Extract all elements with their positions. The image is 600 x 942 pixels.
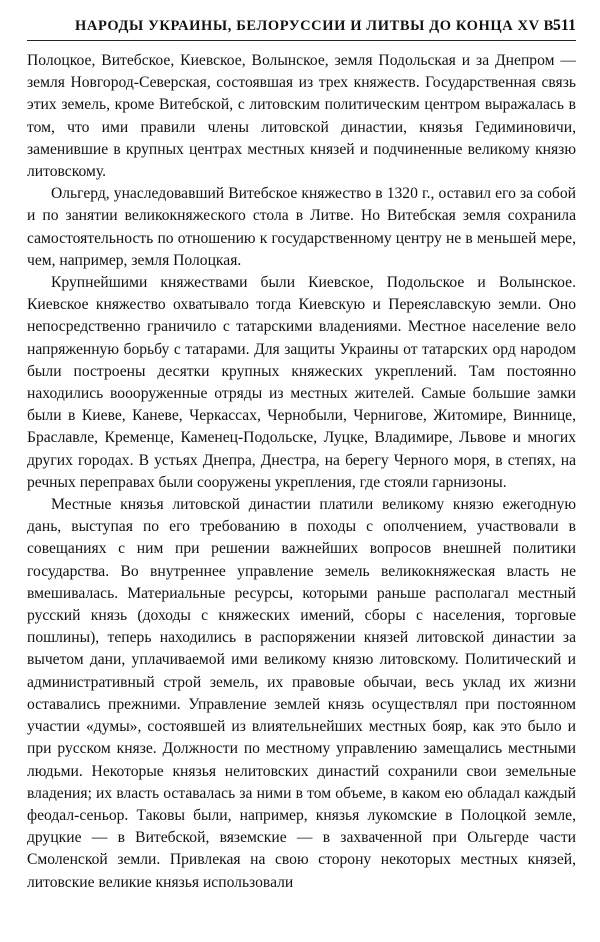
paragraph: Крупнейшими княжествами были Киевское, Подольское и Волынское. Киевское княжество охватывало тогда Киевскую и Переяславскую земли. Оно непосредственно граничило с татарскими владениями. Местное население вело напряженную борьбу с татарами. Для защиты Украины от татарских орд народом были построены десятки крупных княжеских укреплений. Там постоянно находились воооруженные отряды из местных жителей. Самые большие замки были в Киеве, Каневе, Черкассах, Чернобыли, Чернигове, Житомире, Виннице, Браславле, Кременце, Каменец-Подольске, Луцке, Владимире, Львове и многих других городах. В устьях Днепра, Днестра, на берегу Черного моря, в степях, на речных переправах были сооружены укрепления, где стояли гарнизоны. <box>27 274 576 491</box>
text-body <box>27 50 576 894</box>
paragraph: Местные князья литовской династии платили великому князю ежегодную дань, выступая по его требованию в походы с ополчением, участвовали в совещаниях с ним при решении важнейших вопросов внешней политики государства. Во внутреннее управление земель великокняжеская власть не вмешивалась. Материальные ресурсы, которыми раньше располагал местный русский князь (доходы с княжеских имений, сборы с населения, торговые пошлины), теперь находились в распоряжении князей литовской династии за вычетом дани, уплачиваемой ими великому князю литовскому. Политический и административный строй земель, их правовые обычаи, весь уклад их жизни оставались прежними. Управление землей князь осуществлял при постоянном участии «думы», состоявшей из влиятельнейших местных бояр, как это было и при русском князе. Должности по местному управлению замещались местными людьми. Некоторые князья нелитовских династий сохранили свои земельные владения; их власть оставалась за ними в том объеме, в каком ею обладал каждый феодал-сеньор. Таковы были, например, князья лукомские в Полоцкой земле, друцкие — в Витебской, вяземские — в захваченной при Ольгерде части Смоленской земли. Привлекая на свою сторону некоторых местных князей, литовские великие князья использовали <box>27 496 576 891</box>
page-number: 511 <box>552 17 576 34</box>
running-title: НАРОДЫ УКРАИНЫ, БЕЛОРУССИИ И ЛИТВЫ ДО КОНЦА XV В. <box>75 18 559 34</box>
running-head <box>27 14 576 41</box>
paragraph: Ольгерд, унаследовавший Витебское княжество в 1320 г., оставил его за собой и по занятии великокняжеского стола в Литве. Но Витебская земля сохранила самостоятельность по отношению к государственному центру не в меньшей мере, чем, например, земля Полоцкая. <box>27 185 576 269</box>
paragraph: Полоцкое, Витебское, Киевское, Волынское, земля Подольская и за Днепром — земля Новгород-Северская, состоявшая из трех княжеств. Государственная связь этих земель, кроме Витебской, с литовским политическим центром выражалась в том, что ими правили члены литовской династии, князья Гедиминовичи, заменившие в крупных центрах местных князей и подчиненные великому князю литовскому. <box>27 52 576 181</box>
